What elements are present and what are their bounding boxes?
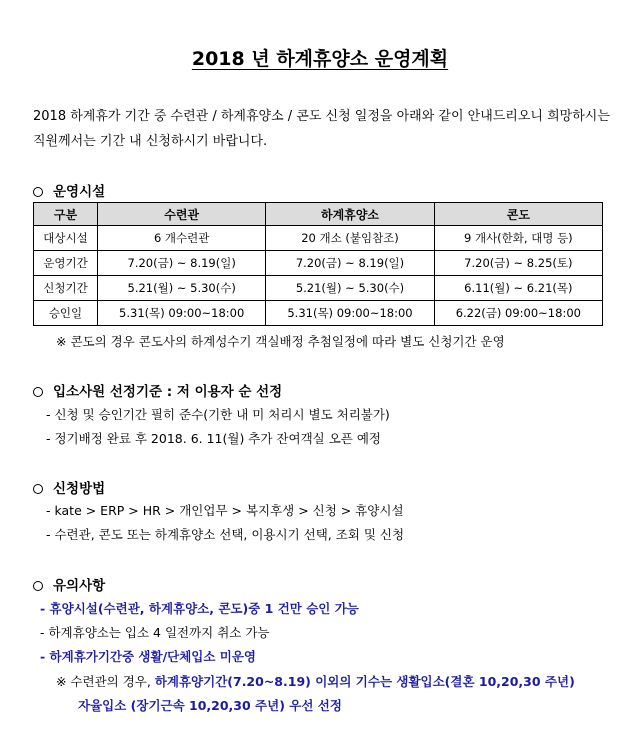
table-cell: 5.21(월) ~ 5.30(수) <box>98 276 266 301</box>
note-line: 자율입소 (장기근속 10,20,30 주년) 우선 선정 <box>78 698 342 713</box>
table-header-cell: 콘도 <box>434 203 602 226</box>
table-row <box>34 276 603 301</box>
table-header-row <box>34 203 603 226</box>
table-cell: 5.21(월) ~ 5.30(수) <box>266 276 434 301</box>
note-line: - 하계휴가기간중 생활/단체입소 미운영 <box>40 649 257 664</box>
table-cell: 7.20(금) ~ 8.25(토) <box>434 251 602 276</box>
criteria-line: - 정기배정 완료 후 2018. 6. 11(월) 추가 잔여객실 오픈 예정 <box>46 431 381 446</box>
criteria-line: - 신청 및 승인기간 필히 준수(기한 내 미 처리시 별도 처리불가) <box>46 407 390 422</box>
table-cell: 운영기간 <box>34 251 98 276</box>
circle-bullet-icon <box>33 387 43 397</box>
circle-bullet-icon <box>33 187 43 197</box>
table-row <box>34 251 603 276</box>
note-line: - 하계휴양소는 입소 4 일전까지 취소 가능 <box>40 625 270 640</box>
note-line: ※ 수련관의 경우, 하계휴양기간(7.20~8.19) 이외의 기수는 생활입소(결혼 10,20,30 주년) <box>56 674 575 689</box>
table-cell: 20 개소 (붙임참조) <box>266 226 434 251</box>
table-cell: 6.11(월) ~ 6.21(목) <box>434 276 602 301</box>
method-line: - kate > ERP > HR > 개인업무 > 복지후생 > 신청 > 휴양시설 <box>46 503 404 518</box>
table-cell: 6 개수련관 <box>98 226 266 251</box>
table-row <box>34 226 603 251</box>
table-cell: 대상시설 <box>34 226 98 251</box>
note-line: - 휴양시설(수련관, 하계휴양소, 콘도)중 1 건만 승인 가능 <box>40 601 359 616</box>
table-cell: 신청기간 <box>34 276 98 301</box>
table-header-cell: 구분 <box>34 203 98 226</box>
table-row <box>34 301 603 326</box>
section-criteria: 입소사원 선정기준 : 저 이용자 순 선정 <box>33 380 282 400</box>
circle-bullet-icon <box>33 484 43 494</box>
table-cell: 5.31(목) 09:00~18:00 <box>266 301 434 326</box>
section-facilities: 운영시설 <box>33 180 105 200</box>
section-notes: 유의사항 <box>33 574 105 594</box>
intro-paragraph: 2018 하계휴가 기간 중 수련관 / 하계휴양소 / 콘도 신청 일정을 아래와 같이 안내드리오니 희망하시는 직원께서는 기간 내 신청하시기 바랍니다. <box>33 109 610 149</box>
page-title: 2018 년 하계휴양소 운영계획 <box>191 48 449 70</box>
table-note: ※ 콘도의 경우 콘도사의 하계성수기 객실배정 추첨일정에 따라 별도 신청기간 운영 <box>56 334 505 349</box>
table-cell: 6.22(금) 09:00~18:00 <box>434 301 602 326</box>
table-header-cell: 하계휴양소 <box>266 203 434 226</box>
circle-bullet-icon <box>33 581 43 591</box>
table-cell: 승인일 <box>34 301 98 326</box>
table-cell: 7.20(금) ~ 8.19(일) <box>266 251 434 276</box>
table-cell: 5.31(목) 09:00~18:00 <box>98 301 266 326</box>
table-cell: 7.20(금) ~ 8.19(일) <box>98 251 266 276</box>
table-header-cell: 수련관 <box>98 203 266 226</box>
table-cell: 9 개사(한화, 대명 등) <box>434 226 602 251</box>
section-method: 신청방법 <box>33 477 105 497</box>
facility-table <box>33 202 603 326</box>
method-line: - 수련관, 콘도 또는 하계휴양소 선택, 이용시기 선택, 조회 및 신청 <box>46 527 405 542</box>
